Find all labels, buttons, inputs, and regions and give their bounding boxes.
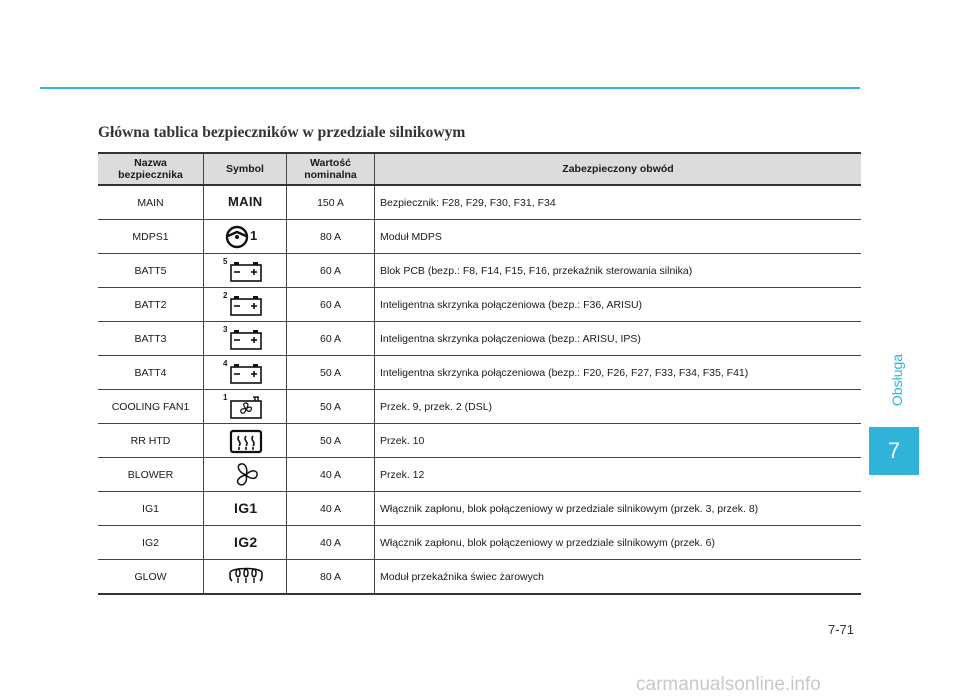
table-row bbox=[98, 560, 861, 595]
fuse-name: COOLING FAN1 bbox=[98, 390, 204, 424]
chapter-tab: 7 bbox=[869, 427, 919, 475]
page-number: 7-71 bbox=[828, 622, 855, 637]
fuse-symbol bbox=[204, 356, 287, 390]
table-header-row bbox=[98, 153, 861, 185]
steering-wheel-icon bbox=[215, 223, 275, 251]
battery-icon bbox=[215, 359, 275, 387]
fuse-name: IG2 bbox=[98, 526, 204, 560]
fuse-rating: 50 A bbox=[287, 356, 375, 390]
table-row bbox=[98, 458, 861, 492]
fuse-circuit: Inteligentna skrzynka połączeniowa (bezp.: F36, ARISU) bbox=[375, 288, 862, 322]
fuse-name: MAIN bbox=[98, 185, 204, 220]
fuse-symbol bbox=[204, 185, 287, 220]
fuse-circuit: Przek. 10 bbox=[375, 424, 862, 458]
fuse-name: BATT2 bbox=[98, 288, 204, 322]
fuse-circuit: Inteligentna skrzynka połączeniowa (bezp.: ARISU, IPS) bbox=[375, 322, 862, 356]
watermark: carmanualsonline.info bbox=[636, 674, 821, 695]
table-row bbox=[98, 220, 861, 254]
fuse-circuit: Inteligentna skrzynka połączeniowa (bezp.: F20, F26, F27, F33, F34, F35, F41) bbox=[375, 356, 862, 390]
section-side-label: Obsługa bbox=[889, 353, 905, 407]
fuse-symbol bbox=[204, 254, 287, 288]
table-row bbox=[98, 424, 861, 458]
fuse-name: BLOWER bbox=[98, 458, 204, 492]
page-title: Główna tablica bezpieczników w przedziale silnikowym bbox=[98, 124, 466, 141]
fuse-circuit: Bezpiecznik: F28, F29, F30, F31, F34 bbox=[375, 185, 862, 220]
fuse-name: BATT3 bbox=[98, 322, 204, 356]
fuse-symbol bbox=[204, 220, 287, 254]
fuse-circuit: Blok PCB (bezp.: F8, F14, F15, F16, przekaźnik sterowania silnika) bbox=[375, 254, 862, 288]
fuse-circuit: Przek. 9, przek. 2 (DSL) bbox=[375, 390, 862, 424]
fuse-rating: 60 A bbox=[287, 254, 375, 288]
fuse-rating: 50 A bbox=[287, 424, 375, 458]
header-rating: Wartość nominalna bbox=[287, 153, 375, 185]
battery-superscript: 5 bbox=[223, 256, 228, 266]
fuse-rating: 60 A bbox=[287, 288, 375, 322]
fuse-circuit: Włącznik zapłonu, blok połączeniowy w przedziale silnikowym (przek. 6) bbox=[375, 526, 862, 560]
ig1-symbol-text: IG1 bbox=[234, 499, 258, 516]
fuse-rating: 150 A bbox=[287, 185, 375, 220]
fuse-rating: 60 A bbox=[287, 322, 375, 356]
fuse-rating: 40 A bbox=[287, 526, 375, 560]
cooling-fan-icon bbox=[215, 393, 275, 421]
fuse-name: IG1 bbox=[98, 492, 204, 526]
main-symbol-text: MAIN bbox=[228, 193, 263, 209]
battery-icon bbox=[215, 325, 275, 353]
fuse-symbol bbox=[204, 526, 287, 560]
blower-fan-icon bbox=[215, 461, 275, 489]
fuse-symbol bbox=[204, 322, 287, 356]
fuse-circuit: Przek. 12 bbox=[375, 458, 862, 492]
table-row bbox=[98, 254, 861, 288]
fuse-rating: 80 A bbox=[287, 560, 375, 595]
top-accent-rule bbox=[40, 87, 860, 89]
fuse-rating: 40 A bbox=[287, 458, 375, 492]
glow-plug-icon bbox=[215, 563, 275, 591]
table-row bbox=[98, 492, 861, 526]
ig2-symbol bbox=[215, 529, 275, 557]
fuse-symbol bbox=[204, 390, 287, 424]
battery-superscript: 3 bbox=[223, 324, 228, 334]
fuse-rating: 40 A bbox=[287, 492, 375, 526]
ig1-symbol bbox=[215, 495, 275, 523]
fuse-circuit: Moduł przekaźnika świec żarowych bbox=[375, 560, 862, 595]
fuse-name: BATT4 bbox=[98, 356, 204, 390]
fuse-symbol bbox=[204, 288, 287, 322]
fuse-circuit: Moduł MDPS bbox=[375, 220, 862, 254]
battery-superscript: 2 bbox=[223, 290, 228, 300]
fuse-name: MDPS1 bbox=[98, 220, 204, 254]
fuse-symbol bbox=[204, 458, 287, 492]
steering-symbol-number: 1 bbox=[250, 227, 258, 243]
table-row bbox=[98, 526, 861, 560]
header-symbol: Symbol bbox=[204, 153, 287, 185]
fuse-symbol bbox=[204, 560, 287, 595]
battery-superscript: 4 bbox=[223, 358, 228, 368]
table-row bbox=[98, 356, 861, 390]
table-row bbox=[98, 390, 861, 424]
fuse-name: RR HTD bbox=[98, 424, 204, 458]
table-row bbox=[98, 288, 861, 322]
fuse-symbol bbox=[204, 492, 287, 526]
fuse-name: BATT5 bbox=[98, 254, 204, 288]
battery-icon bbox=[215, 291, 275, 319]
table-row bbox=[98, 185, 861, 220]
fuse-symbol bbox=[204, 424, 287, 458]
cooling-fan-superscript: 1 bbox=[223, 392, 228, 402]
table-row bbox=[98, 322, 861, 356]
fuse-rating: 50 A bbox=[287, 390, 375, 424]
rear-defroster-icon bbox=[215, 427, 275, 455]
fuse-circuit: Włącznik zapłonu, blok połączeniowy w przedziale silnikowym (przek. 3, przek. 8) bbox=[375, 492, 862, 526]
fuse-rating: 80 A bbox=[287, 220, 375, 254]
header-protected-circuit: Zabezpieczony obwód bbox=[375, 153, 862, 185]
fuse-name: GLOW bbox=[98, 560, 204, 595]
ig2-symbol-text: IG2 bbox=[234, 533, 258, 550]
fuse-table bbox=[98, 152, 861, 595]
main-symbol bbox=[215, 189, 275, 217]
header-fuse-name: Nazwa bezpiecznika bbox=[98, 153, 204, 185]
battery-icon bbox=[215, 257, 275, 285]
